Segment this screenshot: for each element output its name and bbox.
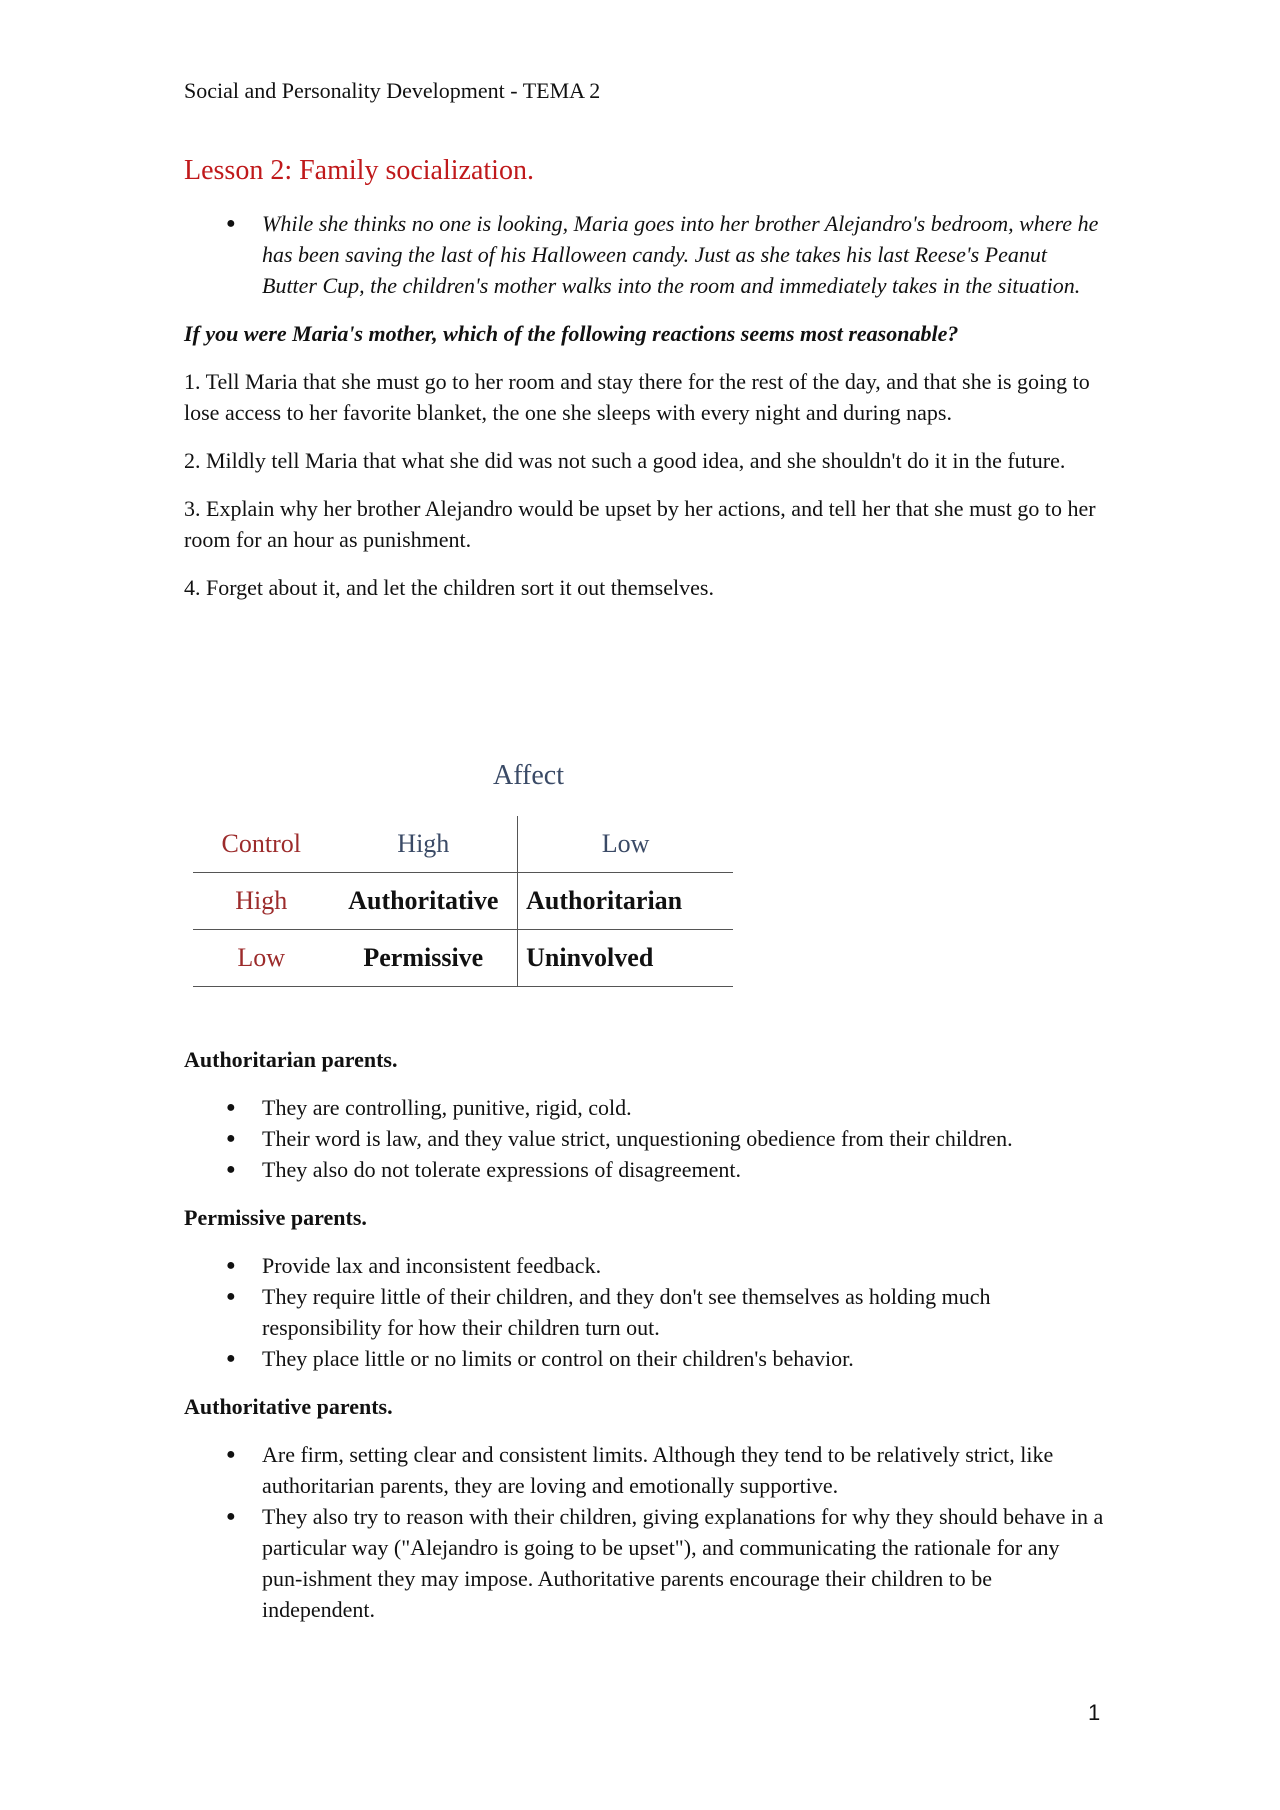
cell-authoritative: Authoritative: [329, 873, 517, 930]
cell-permissive: Permissive: [329, 930, 517, 987]
bullet-icon: ●: [226, 1130, 236, 1147]
bullet-icon: ●: [226, 215, 236, 232]
list-item: [184, 1281, 1104, 1343]
list-item-text: Are firm, setting clear and consistent limits. Although they tend to be relatively strict, like authoritarian parents, they are loving and emotionally supportive.: [262, 1442, 1054, 1498]
option-3: 3. Explain why her brother Alejandro would be upset by her actions, and tell her that she must go to her room for an hour as punishment.: [184, 496, 1096, 552]
page-header: Social and Personality Development - TEMA 2: [184, 78, 601, 103]
col-low-label: Low: [518, 816, 733, 873]
list-item-text: Provide lax and inconsistent feedback.: [262, 1253, 602, 1278]
table-row: [193, 873, 733, 930]
section-heading-authoritative: Authoritative parents.: [184, 1394, 393, 1419]
bullet-icon: ●: [226, 1161, 236, 1178]
list-item: [184, 1154, 1104, 1185]
page-number: 1: [1088, 1700, 1101, 1725]
scenario-list: [184, 208, 1104, 301]
permissive-list: [184, 1250, 1104, 1374]
section-heading-authoritarian: Authoritarian parents.: [184, 1047, 398, 1072]
list-item-text: They also do not tolerate expressions of disagreement.: [262, 1157, 741, 1182]
authoritarian-list: [184, 1092, 1104, 1185]
main-content: [184, 208, 1104, 603]
list-item: [184, 1343, 1104, 1374]
styles-grid: [193, 816, 733, 987]
list-item-text: They are controlling, punitive, rigid, cold.: [262, 1095, 632, 1120]
bullet-icon: ●: [226, 1288, 236, 1305]
lesson-title: Lesson 2: Family socialization.: [184, 155, 534, 186]
col-high-label: High: [329, 816, 517, 873]
cell-uninvolved: Uninvolved: [518, 930, 733, 987]
list-item-text: They also try to reason with their children, giving explanations for why they should behave in a particular way ("Alejandro is going to be upset"), and communicating the rationale for any pun-ishment they may impose. Authoritative parents encourage their children to be independent.: [262, 1504, 1104, 1622]
bullet-icon: ●: [226, 1446, 236, 1463]
option-4: 4. Forget about it, and let the children sort it out themselves.: [184, 575, 714, 600]
cell-authoritarian: Authoritarian: [518, 873, 733, 930]
option-1: 1. Tell Maria that she must go to her room and stay there for the rest of the day, and that she is going to lose access to her favorite blanket, the one she sleeps with every night and during naps.: [184, 369, 1090, 425]
list-item: [184, 1501, 1104, 1625]
parent-types-sections: [184, 1044, 1104, 1625]
row-low-label: Low: [193, 930, 329, 987]
table-header-row: [193, 816, 733, 873]
list-item-text: They place little or no limits or control on their children's behavior.: [262, 1346, 854, 1371]
bullet-icon: ●: [226, 1099, 236, 1116]
authoritative-list: [184, 1439, 1104, 1625]
table-row: [193, 930, 733, 987]
bullet-icon: ●: [226, 1257, 236, 1274]
row-high-label: High: [193, 873, 329, 930]
bullet-icon: ●: [226, 1350, 236, 1367]
list-item-text: They require little of their children, and they don't see themselves as holding much responsibility for how their children turn out.: [262, 1284, 991, 1340]
list-item-text: Their word is law, and they value strict, unquestioning obedience from their children.: [262, 1126, 1013, 1151]
list-item: [184, 1123, 1104, 1154]
scenario-text: While she thinks no one is looking, Maria goes into her brother Alejandro's bedroom, where he has been saving the last of his Halloween candy. Just as she takes his last Reese's Peanut Butter Cup, the children's mother walks into the room and immediately takes in the situation.: [262, 211, 1099, 298]
control-label: Control: [193, 816, 329, 873]
question-text: If you were Maria's mother, which of the following reactions seems most reasonable?: [184, 321, 959, 346]
list-item: [184, 1250, 1104, 1281]
section-heading-permissive: Permissive parents.: [184, 1205, 367, 1230]
list-item: [184, 1092, 1104, 1123]
bullet-icon: ●: [226, 1508, 236, 1525]
scenario-item: [184, 208, 1104, 301]
option-2: 2. Mildly tell Maria that what she did was not such a good idea, and she shouldn't do it in the future.: [184, 448, 1066, 473]
affect-label: Affect: [493, 760, 564, 791]
list-item: [184, 1439, 1104, 1501]
